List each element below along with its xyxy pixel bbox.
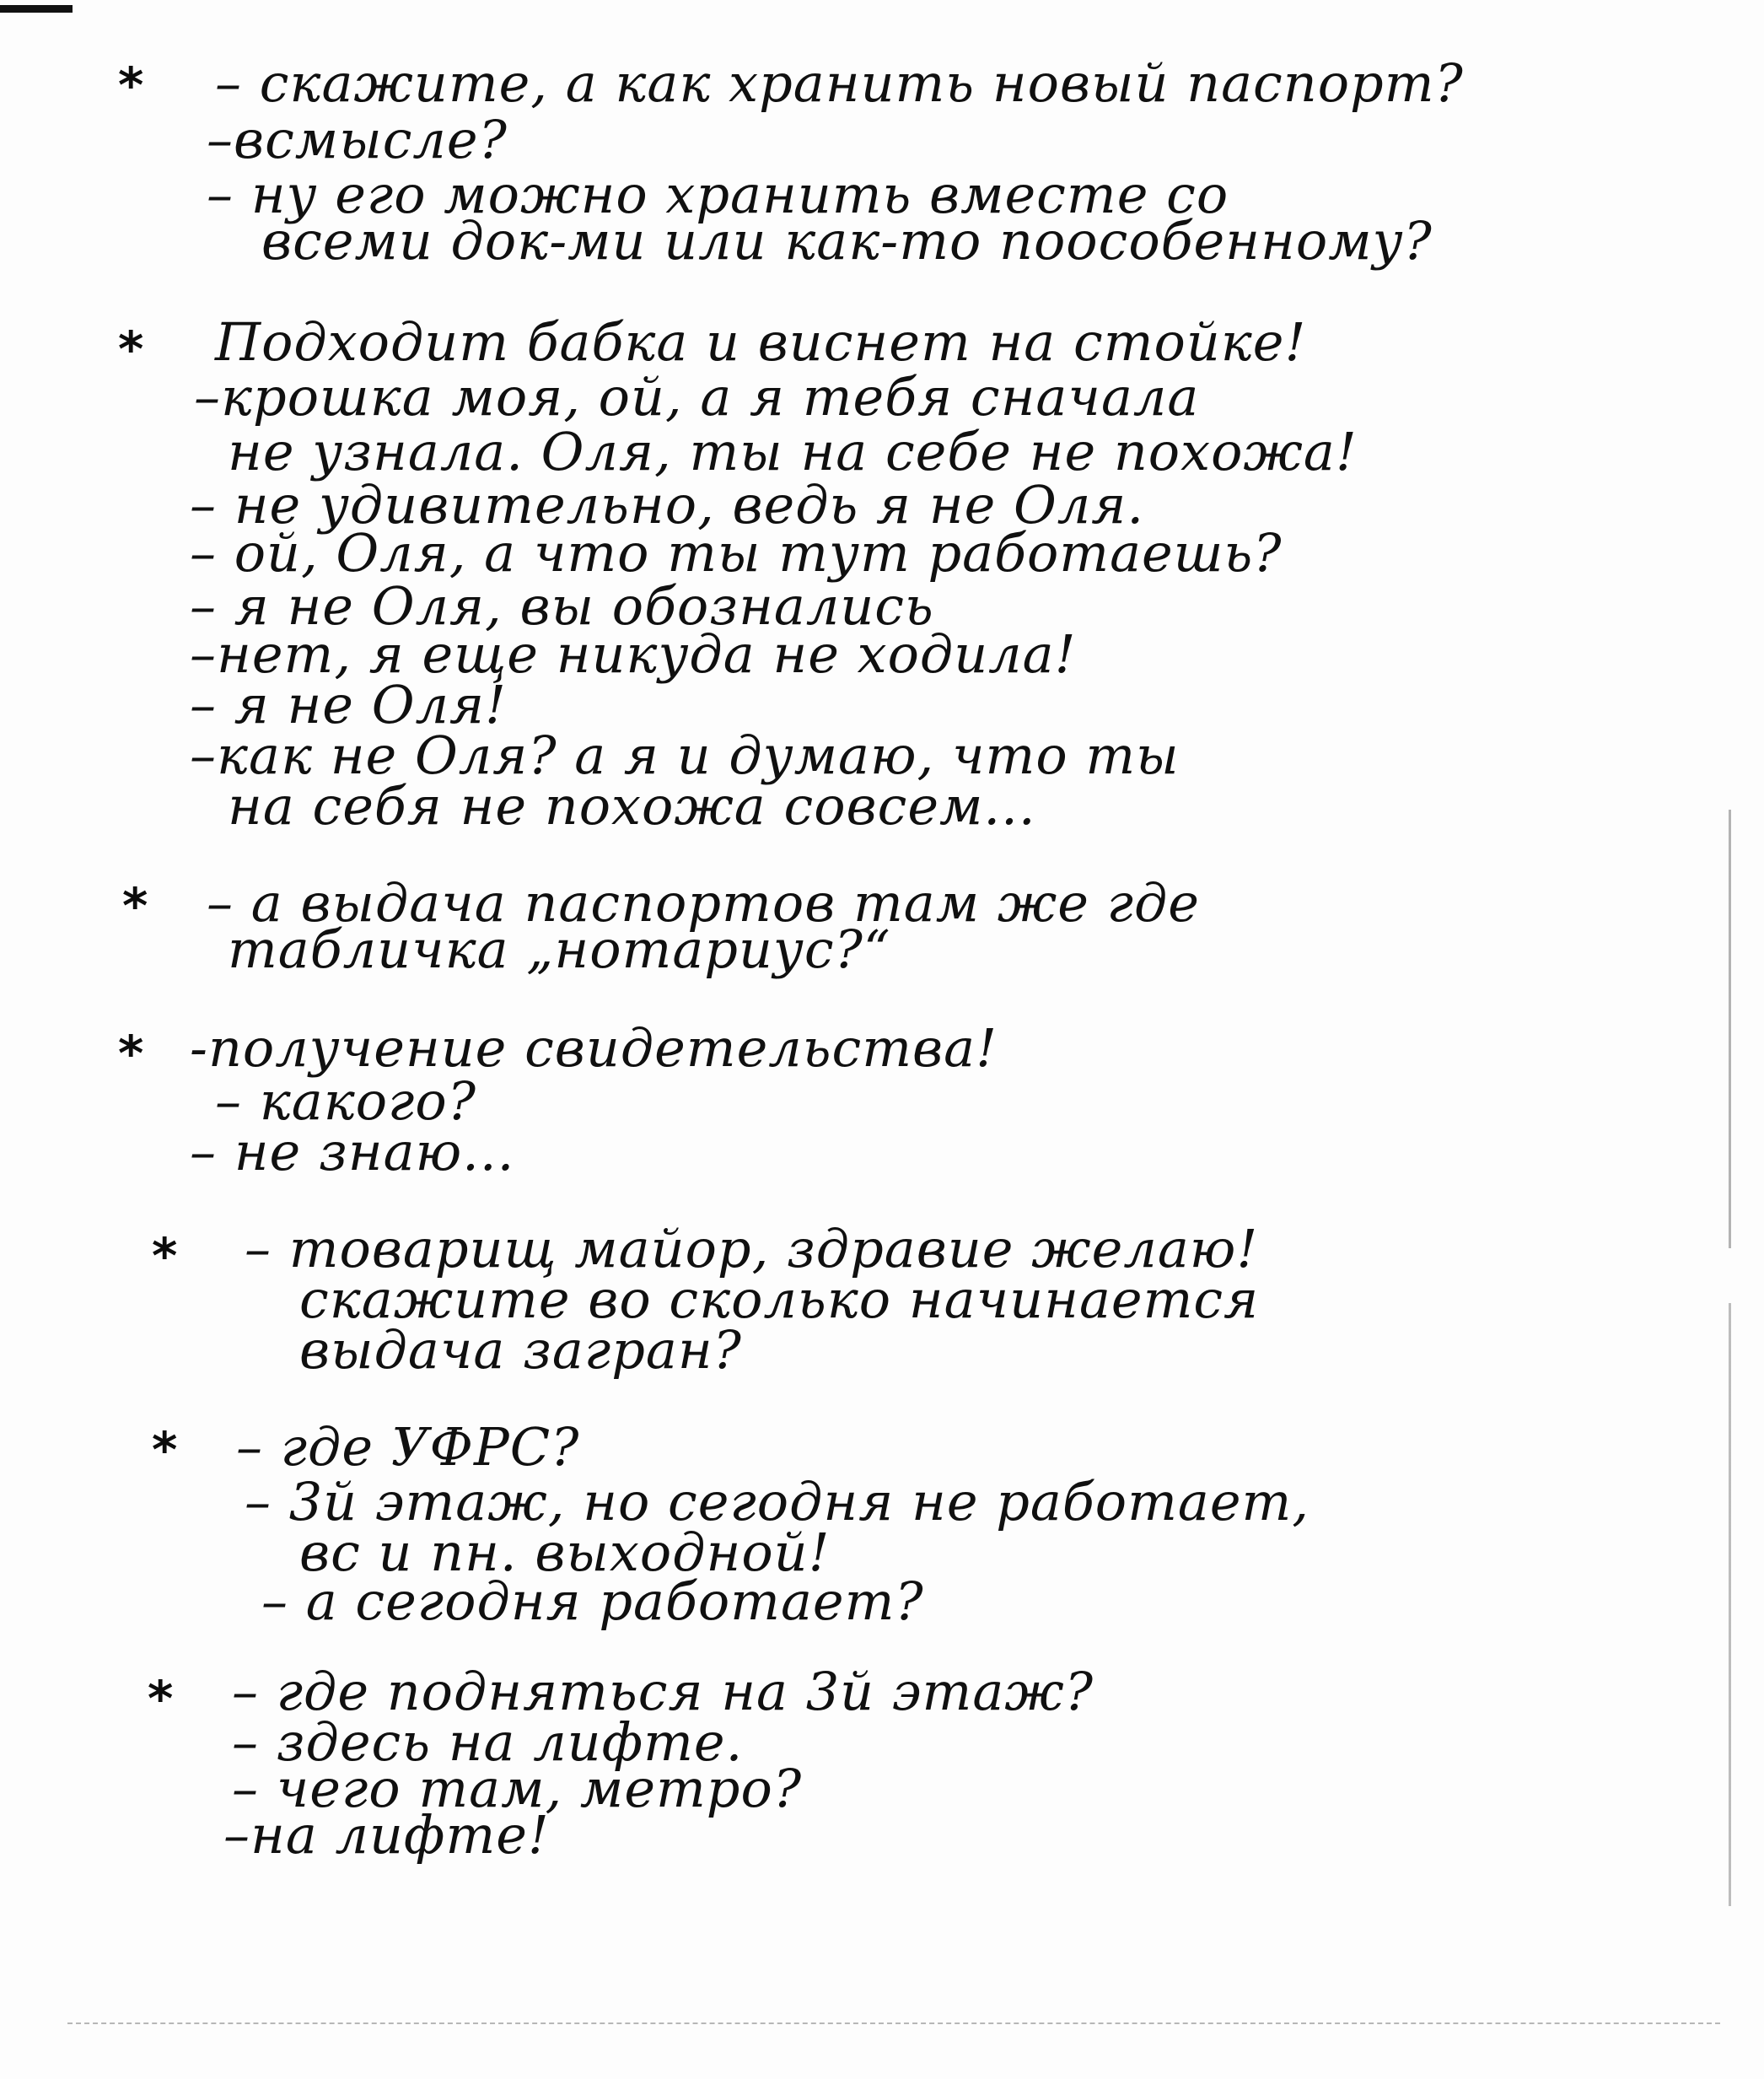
- note-line: – ой, Оля, а что ты тут работаешь?: [190, 522, 1283, 584]
- bullet-mark: *: [122, 877, 148, 934]
- note-line: – а сегодня работает?: [261, 1570, 924, 1632]
- note-line: всеми док-ми или как-то поособенному?: [261, 210, 1433, 272]
- note-line: – скажите, а как хранить новый паспорт?: [215, 52, 1464, 114]
- note-line: –на лифте!: [223, 1804, 550, 1866]
- note-line: скажите во сколько начинается: [299, 1268, 1260, 1330]
- note-line: выдача загран?: [299, 1319, 742, 1381]
- note-line: – какого?: [215, 1070, 476, 1132]
- bullet-mark: *: [118, 57, 144, 114]
- bullet-mark: *: [152, 1421, 178, 1478]
- note-line: –как не Оля? а я и думаю, что ты: [190, 724, 1180, 786]
- note-line: – где УФРС?: [236, 1416, 580, 1478]
- note-line: – а выдача паспортов там же где: [207, 872, 1200, 934]
- note-line: – где подняться на 3й этаж?: [232, 1661, 1094, 1722]
- note-line: – не удивительно, ведь я не Оля.: [190, 474, 1145, 536]
- note-line: –нет, я еще никуда не ходила!: [190, 623, 1077, 685]
- note-line: – 3й этаж, но сегодня не работает,: [245, 1471, 1310, 1532]
- note-line: –всмысле?: [207, 109, 508, 170]
- note-line: – чего там, метро?: [232, 1758, 803, 1819]
- note-line: -получение свидетельства!: [190, 1017, 998, 1079]
- note-line: – я не Оля!: [190, 674, 507, 735]
- scan-corner-mark: [0, 5, 73, 13]
- bullet-mark: *: [118, 320, 144, 378]
- bottom-rule: [67, 2022, 1720, 2024]
- note-line: вс и пн. выходной!: [299, 1522, 831, 1583]
- note-line: – я не Оля, вы обознались: [190, 575, 934, 637]
- note-line: на себя не похожа совсем...: [228, 775, 1036, 837]
- note-line: табличка „нотариус?“: [228, 918, 891, 980]
- page-edge-shadow: [1729, 810, 1731, 1906]
- note-line: – ну его можно хранить вместе со: [207, 164, 1229, 225]
- note-line: – здесь на лифте.: [232, 1711, 744, 1773]
- note-line: – не знаю...: [190, 1121, 515, 1182]
- note-line: –крошка моя, ой, а я тебя сначала: [194, 366, 1200, 428]
- bullet-mark: *: [152, 1227, 178, 1285]
- bullet-mark: *: [118, 1025, 144, 1082]
- note-line: не узнала. Оля, ты на себе не похожа!: [228, 421, 1358, 482]
- note-line: Подходит бабка и виснет на стойке!: [215, 311, 1307, 373]
- note-line: – товарищ майор, здравие желаю!: [245, 1218, 1259, 1279]
- bullet-mark: *: [148, 1670, 174, 1727]
